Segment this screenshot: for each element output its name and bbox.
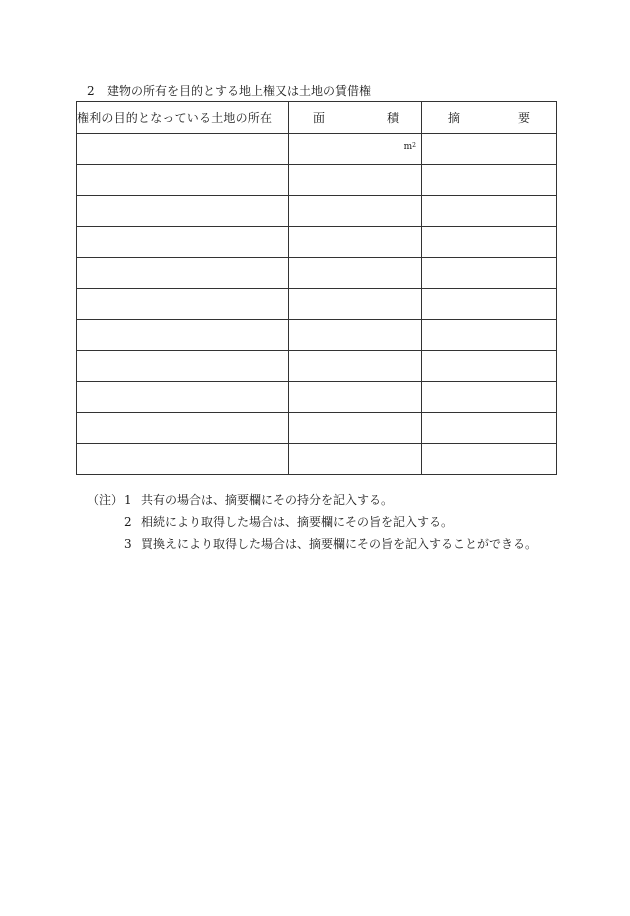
location-cell [77, 351, 289, 382]
table-row [77, 196, 557, 227]
note-number: 1 [124, 493, 132, 507]
table-header-row [77, 102, 557, 134]
note-number: 2 [124, 515, 132, 529]
table-row [77, 165, 557, 196]
area-unit-exponent: 2 [412, 142, 416, 149]
note-text: 共有の場合は、摘要欄にその持分を記入する。 [141, 493, 394, 507]
area-cell [289, 134, 422, 165]
area-unit-base: m [403, 142, 413, 152]
area-cell [289, 444, 422, 475]
header-summary [422, 102, 557, 134]
location-cell [77, 289, 289, 320]
area-cell [289, 165, 422, 196]
notes-section [87, 489, 537, 555]
table-row [77, 134, 557, 165]
summary-cell [422, 196, 557, 227]
location-cell [77, 134, 289, 165]
header-area [289, 102, 422, 134]
summary-cell [422, 227, 557, 258]
table-row [77, 258, 557, 289]
area-cell [289, 289, 422, 320]
location-cell [77, 413, 289, 444]
table-row [77, 227, 557, 258]
table-row [77, 289, 557, 320]
area-cell [289, 382, 422, 413]
location-cell [77, 165, 289, 196]
location-cell [77, 196, 289, 227]
area-cell [289, 320, 422, 351]
area-unit-label [404, 143, 416, 152]
header-summary-char-1: 摘 [448, 111, 461, 125]
location-cell [77, 320, 289, 351]
table-row [77, 351, 557, 382]
area-cell [289, 258, 422, 289]
section-heading [87, 83, 371, 99]
location-cell [77, 227, 289, 258]
summary-cell [422, 320, 557, 351]
header-area-char-2: 積 [386, 111, 399, 125]
header-summary-char-2: 要 [517, 111, 530, 125]
section-title: 建物の所有を目的とする地上権又は土地の賃借権 [107, 84, 372, 98]
table-row [77, 444, 557, 475]
land-rights-table [76, 101, 557, 475]
summary-cell [422, 289, 557, 320]
summary-cell [422, 382, 557, 413]
notes-label: （注） [87, 493, 124, 507]
table-row [77, 413, 557, 444]
header-location: 権利の目的となっている土地の所在 [77, 102, 289, 134]
location-cell [77, 382, 289, 413]
summary-cell [422, 444, 557, 475]
note-number: 3 [124, 537, 132, 551]
area-cell [289, 196, 422, 227]
area-cell [289, 413, 422, 444]
note-item [87, 489, 537, 511]
location-cell [77, 258, 289, 289]
section-number: 2 [87, 84, 95, 98]
summary-cell [422, 258, 557, 289]
summary-cell [422, 413, 557, 444]
summary-cell [422, 134, 557, 165]
area-cell [289, 351, 422, 382]
location-cell [77, 444, 289, 475]
note-text: 買換えにより取得した場合は、摘要欄にその旨を記入することができる。 [141, 537, 538, 551]
note-item [87, 533, 537, 555]
note-item [87, 511, 537, 533]
note-text: 相続により取得した場合は、摘要欄にその旨を記入する。 [141, 515, 454, 529]
area-cell [289, 227, 422, 258]
table-row [77, 320, 557, 351]
table-row [77, 382, 557, 413]
header-area-char-1: 面 [313, 111, 326, 125]
summary-cell [422, 351, 557, 382]
summary-cell [422, 165, 557, 196]
